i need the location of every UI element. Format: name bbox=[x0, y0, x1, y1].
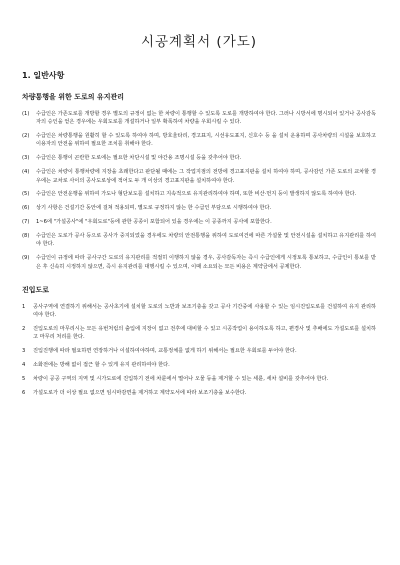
subsection-heading-road-maintenance: 차량통행을 위한 도로의 유지관리 bbox=[22, 93, 124, 101]
list-item-number: 2 bbox=[22, 326, 26, 333]
list-item bbox=[22, 303, 376, 320]
list-item-number: (7) bbox=[22, 219, 30, 226]
access-road-list bbox=[22, 303, 376, 397]
list-item-text: 수급인은 가존도로를 개방할 경우 별도의 규정이 없는 한 차량이 통행할 수 있도록 도로를 개방하여야 한다. 그러나 시방서에 명시되어 있거나 공사감독자의 승인을 얻은 경우에는 우회도로를 개설하거나 일부 확폭하여 차량을 우회시킬 수 있다. bbox=[36, 111, 376, 126]
list-item-number: 4 bbox=[22, 362, 26, 369]
section-heading: 1. 일반사항 bbox=[22, 71, 65, 80]
list-item bbox=[22, 389, 376, 397]
list-item-text: 가설도로가 더 이상 필요 없으면 임시마감면을 제거하고 계약도서에 따라 보조기층을 보수한다. bbox=[33, 389, 247, 396]
list-item bbox=[22, 254, 376, 271]
list-item-text: 수급인은 차량이 통행차량에 지장을 초래한다고 판단될 때에는 그 작업지점의 전방에 경고표지판을 설치 하여야 하며, 공사감인 가존 도로의 교차할 경우에는 교차로 사이의 공사도로상에 적어도 두 개 이상의 경고표지판을 설치하여야 한다. bbox=[36, 169, 376, 184]
list-item-number: 1 bbox=[22, 303, 26, 310]
list-item bbox=[22, 325, 376, 342]
list-item bbox=[22, 204, 376, 212]
list-item-text: 수급인은 안전운행을 위하여 가도나 형단보도를 설치하고 지속적으로 유지관리하여야 하며, 또한 비산·먼지 등이 발생하지 않도록 하여야 한다. bbox=[36, 191, 357, 198]
list-item-number: 6 bbox=[22, 389, 26, 396]
list-item bbox=[22, 154, 376, 162]
list-item-number: 5 bbox=[22, 376, 26, 383]
list-item-text: 수급인은 통행이 곤란한 도로에는 필요한 차단시설 및 야간용 조명시설 등을 갖추어야 한다. bbox=[36, 155, 242, 162]
list-item-number: (8) bbox=[22, 233, 30, 240]
list-item-number: (4) bbox=[22, 169, 30, 176]
list-item bbox=[22, 132, 376, 149]
list-item-text: 수급인은 도로가 공사 등으로 공사가 중지되었을 경우에도 차량의 안전통행을 위하여 도로여건에 따른 가설물 및 안전시설을 설치하고 유지관리를 하여야 한다. bbox=[36, 233, 376, 248]
list-item-number: (5) bbox=[22, 191, 30, 198]
list-item bbox=[22, 361, 376, 369]
list-item-text: 1~6에 "가설공사"에 "우회도로"등에 관한 공종이 포함되어 있을 경우에는 이 공종까지 공사에 포함한다. bbox=[36, 219, 272, 226]
list-item bbox=[22, 347, 376, 355]
list-item-text: 차량이 공공 구역의 지역 및 시가도로에 진입하기 전에 차륜에서 떨어나 오물 등을 제거할 수 있는 세륜, 세차 설비를 갖추어야 한다. bbox=[33, 376, 329, 383]
list-item-number: 3 bbox=[22, 348, 26, 355]
list-item-number: (6) bbox=[22, 205, 30, 212]
list-item bbox=[22, 375, 376, 383]
list-item-number: (3) bbox=[22, 155, 30, 162]
subsection-heading-access-road: 진입도로 bbox=[22, 285, 50, 294]
list-item bbox=[22, 110, 376, 127]
list-item-text: 진입도로의 마무리시는 모든 유번처럼의 출입에 지장이 없고 전후에 대비할 수 있고 시공작업이 용이하도록 하고, 편경사 및 추배에도 가설도로를 설치하고 마무리 처리를 한다. bbox=[33, 326, 376, 341]
list-item-text: 공사구역에 연결하기 위해서는 공사초기에 설치할 도로의 노반과 보조기층을 갖고 공사 기간중에 사용할 수 있는 임시진입도로를 건설하여 유지 관리하여야 한다. bbox=[33, 303, 376, 319]
list-item bbox=[22, 218, 376, 226]
list-item-text: 소화전에는 방해 없이 접근 할 수 있게 유지 관리하여야 한다. bbox=[33, 362, 170, 369]
list-item bbox=[22, 232, 376, 249]
list-item-text: 수급인이 규정에 따라 공사구간 도로의 유지관리를 적절히 이행하지 않을 경우, 공사감독자는 즉시 수급인에게 시정토록 통보하고, 수급인이 통보를 받은 후 신속히 시정하지 않으면, 즉시 유지관리를 대행시킬 수 있으며, 이때 소요되는 모든 비용은 계약금에서 공제한다. bbox=[36, 255, 376, 270]
list-item bbox=[22, 190, 376, 198]
document-title: 시공계획서 (가도) bbox=[140, 34, 258, 50]
list-item-number: (2) bbox=[22, 133, 30, 140]
list-item-text: 진입진행에 따라 필요하면 연장하거나 이설하여야하며, 교통정체를 없게 하기 위해서는 필요한 우회로를 두어야 한다. bbox=[33, 348, 297, 355]
list-item-text: 상기 사항은 건설기간 동안에 걸쳐 적용되며, 별도로 규정하지 않는 한 수급인 부담으로 시행하여야 한다. bbox=[36, 205, 272, 212]
list-item-number: (1) bbox=[22, 111, 30, 117]
list-item-text: 수급인은 차량통행을 원활히 할 수 있도록 하여야 하며, 방호울타리, 경고표지, 시선유도표지, 신호수 등 을 설치 운용하며 공사차량의 시설을 보호하고 이용자의 안전을 위하여 필요한 조치를 취해야 한다. bbox=[36, 133, 376, 148]
list-item-number: (9) bbox=[22, 255, 30, 262]
list-item bbox=[22, 168, 376, 185]
road-maintenance-list bbox=[22, 110, 376, 271]
